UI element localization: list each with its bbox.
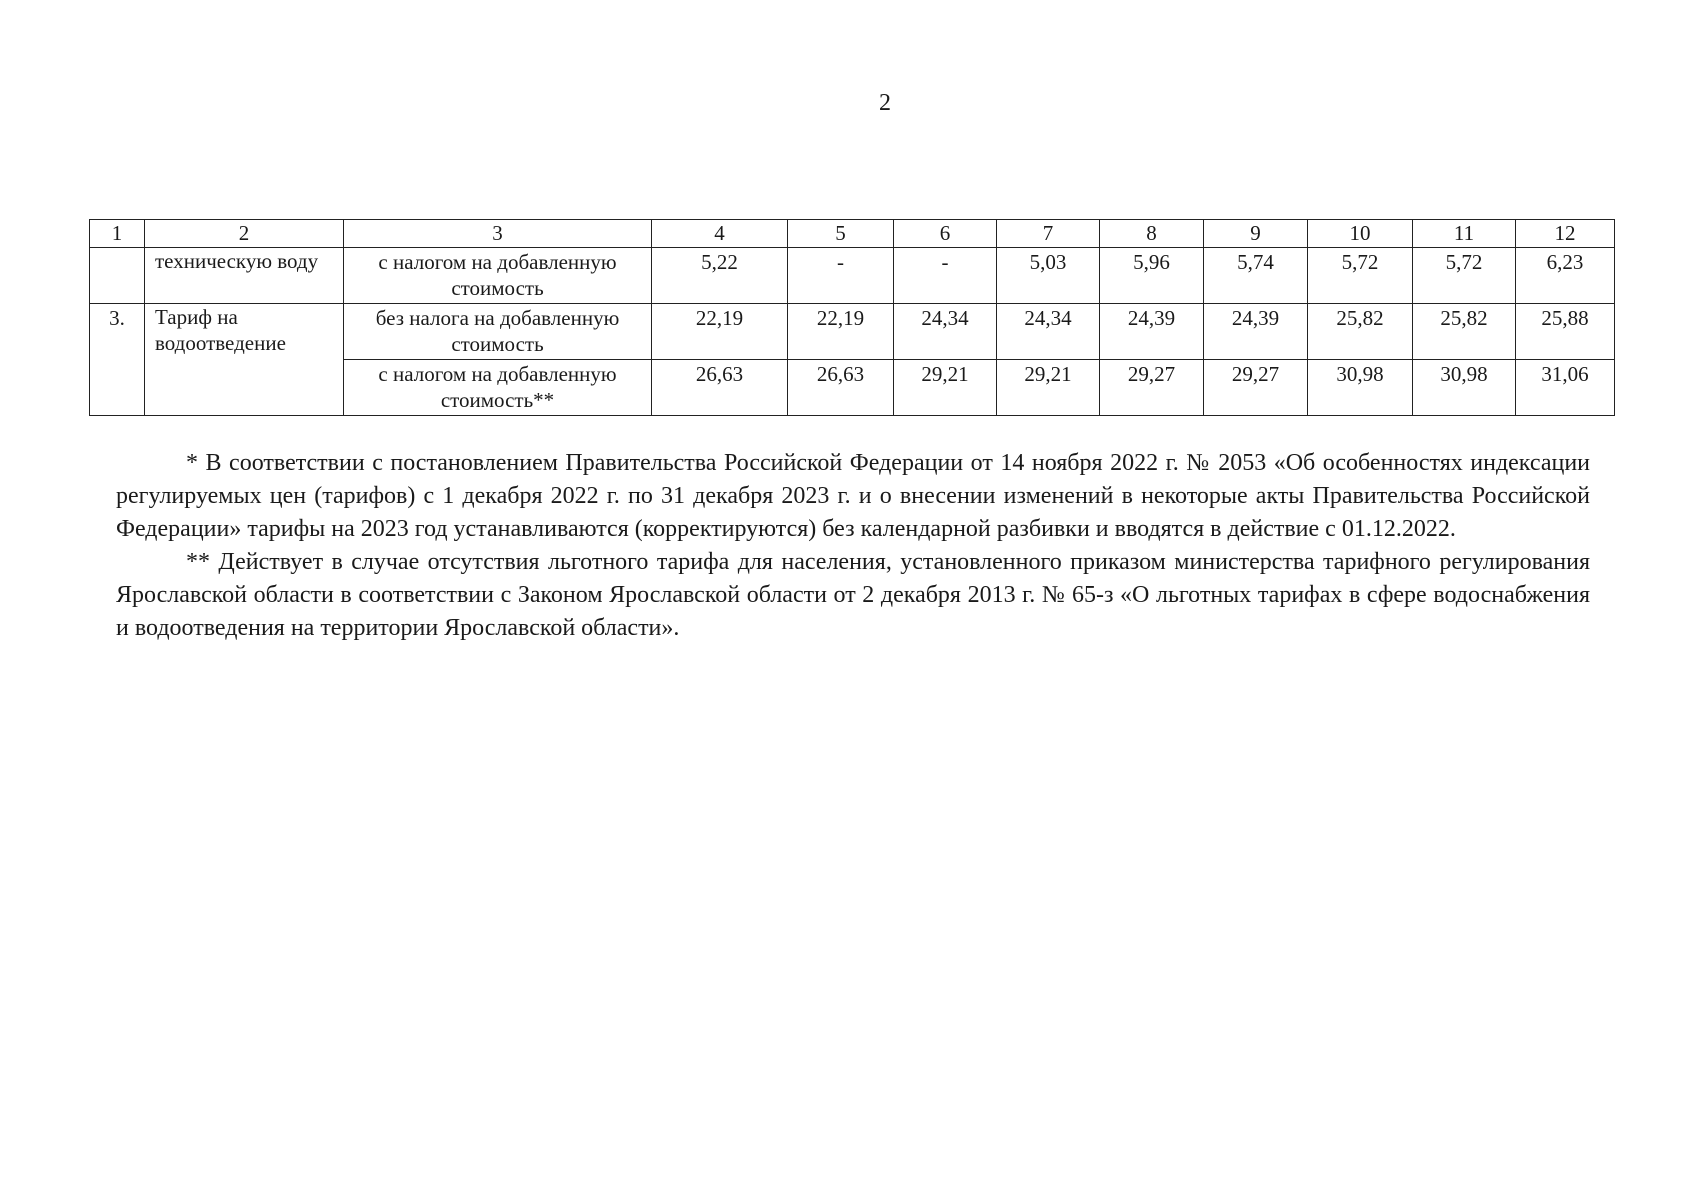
rate-value: 29,27 [1204, 360, 1308, 416]
rate-value: 22,19 [652, 304, 788, 360]
column-number: 5 [788, 220, 894, 248]
tax-condition: с налогом на добавленную стоимость [344, 248, 652, 304]
rate-value: 5,74 [1204, 248, 1308, 304]
column-number: 12 [1516, 220, 1615, 248]
column-number: 11 [1413, 220, 1516, 248]
rate-value: 26,63 [788, 360, 894, 416]
rate-value: 24,39 [1204, 304, 1308, 360]
column-number: 1 [90, 220, 145, 248]
rate-value: - [894, 248, 997, 304]
rate-value: 22,19 [788, 304, 894, 360]
column-number: 6 [894, 220, 997, 248]
rate-value: 5,72 [1308, 248, 1413, 304]
row-number [90, 248, 145, 304]
tax-condition: с налогом на добавленную стоимость** [344, 360, 652, 416]
table-row [90, 248, 1615, 304]
footnote-vat-indexation: * В соответствии с постановлением Правительства Российской Федерации от 14 ноября 2022 г. № 2053 «Об особенностях индексации регулируемых цен (тарифов) с 1 декабря 2022 г. по 31 декабря 2023 г. и о внесении изменений в некоторые акты Правительства Российской Федерации» тарифы на 2023 год устанавливаются (корректируются) без календарной разбивки и вводятся в действие с 01.12.2022. [116, 450, 1590, 542]
rate-value: 29,21 [894, 360, 997, 416]
rate-value: 25,82 [1308, 304, 1413, 360]
footnotes [116, 447, 1590, 645]
rate-value: 24,34 [894, 304, 997, 360]
table-header-row [90, 220, 1615, 248]
rate-value: 25,82 [1413, 304, 1516, 360]
table-row [90, 304, 1615, 360]
tariff-table [89, 219, 1615, 416]
row-number: 3. [90, 304, 145, 416]
rate-value: 30,98 [1308, 360, 1413, 416]
column-number: 4 [652, 220, 788, 248]
rate-value: 25,88 [1516, 304, 1615, 360]
column-number: 10 [1308, 220, 1413, 248]
rate-value: 30,98 [1413, 360, 1516, 416]
rate-value: 31,06 [1516, 360, 1615, 416]
tariff-name: Тариф на водоотведение [145, 304, 344, 416]
column-number: 9 [1204, 220, 1308, 248]
rate-value: - [788, 248, 894, 304]
page-number: 2 [879, 90, 891, 116]
rate-value: 5,22 [652, 248, 788, 304]
rate-value: 24,39 [1100, 304, 1204, 360]
rate-value: 29,21 [997, 360, 1100, 416]
tax-condition: без налога на добавленную стоимость [344, 304, 652, 360]
rate-value: 5,96 [1100, 248, 1204, 304]
rate-value: 26,63 [652, 360, 788, 416]
column-number: 8 [1100, 220, 1204, 248]
column-number: 7 [997, 220, 1100, 248]
tariff-name: техническую воду [145, 248, 344, 304]
rate-value: 24,34 [997, 304, 1100, 360]
column-number: 2 [145, 220, 344, 248]
rate-value: 29,27 [1100, 360, 1204, 416]
rate-value: 5,03 [997, 248, 1100, 304]
footnote-preferential-tariff: ** Действует в случае отсутствия льготного тарифа для населения, установленного приказом министерства тарифного регулирования Ярославской области в соответствии с Законом Ярославской области от 2 декабря 2013 г. № 65-з «О льготных тарифах в сфере водоснабжения и водоотведения на территории Ярославской области». [116, 549, 1590, 641]
rate-value: 5,72 [1413, 248, 1516, 304]
rate-value: 6,23 [1516, 248, 1615, 304]
column-number: 3 [344, 220, 652, 248]
